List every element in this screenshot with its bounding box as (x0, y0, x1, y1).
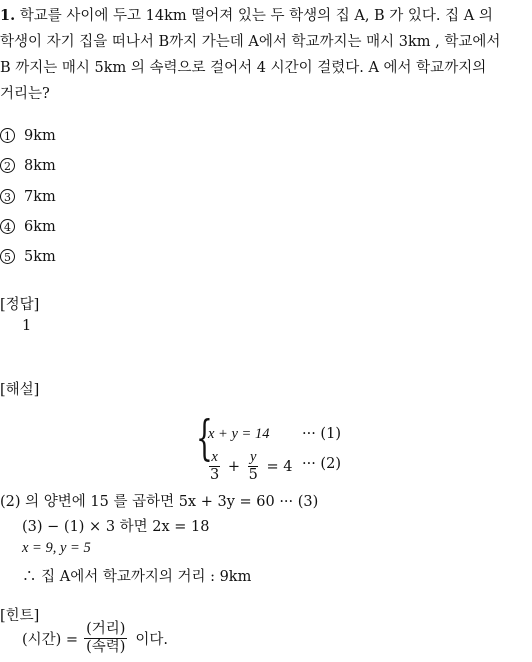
choice-5[interactable] (0, 249, 56, 265)
choice-3[interactable] (0, 189, 56, 205)
question-text-1: 학교를 사이에 두고 14km 떨어져 있는 두 학생의 집 A, B 가 있다. 집 A 의 (19, 8, 493, 24)
equation-2-rhs: = 4 (266, 458, 293, 475)
equation-2-tag: ··· (2) (302, 456, 341, 472)
answer-label: [정답] (0, 297, 40, 313)
choice-text: 5km (24, 249, 56, 265)
choice-4[interactable] (0, 219, 56, 235)
choice-text: 7km (24, 189, 56, 205)
plus-sign: + (227, 458, 240, 475)
question-line-1 (0, 4, 493, 25)
fraction-x-over-3 (208, 450, 221, 484)
choice-1[interactable] (0, 128, 56, 144)
hint-tail: 이다. (135, 632, 169, 649)
brace-symbol: { (196, 410, 213, 466)
answer-value: 1 (22, 318, 32, 334)
hint-lhs: (시간) = (22, 632, 79, 649)
fraction-denominator: 5 (248, 466, 258, 483)
choice-marker: 3 (0, 189, 15, 204)
choice-2[interactable] (0, 158, 56, 174)
choice-marker: 2 (0, 158, 15, 173)
explanation-step-2: (3) − (1) × 3 하면 2x = 18 (22, 519, 210, 535)
fraction-numerator: y (250, 449, 257, 465)
hint-denominator: (속력) (86, 638, 126, 655)
explanation-step-3 (22, 540, 91, 557)
choice-text: 8km (24, 158, 56, 174)
equation-1-tag: ··· (1) (302, 426, 341, 442)
fraction-y-over-5 (247, 450, 260, 484)
hint-label: [힌트] (0, 608, 40, 624)
fraction-numerator: x (211, 449, 218, 465)
equation-1-body: x + y = 14 (208, 426, 270, 442)
question-number: 1. (0, 7, 16, 24)
equation-2 (206, 450, 292, 484)
explanation-step-1: (2) 의 양변에 15 를 곱하면 5x + 3y = 60 ··· (3) (0, 494, 319, 510)
question-line-2: 학생이 자기 집을 떠나서 B까지 가는데 A에서 학교까지는 매시 3km , 학교에서 (0, 34, 501, 50)
hint-numerator: (거리) (86, 621, 126, 637)
equation-1 (208, 426, 269, 443)
fraction-denominator: 3 (210, 466, 220, 483)
hint-fraction (84, 622, 127, 656)
choice-marker: 4 (0, 219, 15, 234)
hint-formula (22, 622, 168, 656)
choice-text: 6km (24, 219, 56, 235)
choice-text: 9km (24, 128, 56, 144)
explanation-step-4: ∴ 집 A에서 학교까지의 거리 : 9km (22, 569, 252, 585)
choice-marker: 5 (0, 249, 15, 264)
choice-marker: 1 (0, 128, 15, 143)
solution-values: x = 9, y = 5 (22, 540, 91, 556)
explanation-label: [해설] (0, 382, 40, 398)
question-line-3: B 까지는 매시 5km 의 속력으로 걸어서 4 시간이 걸렸다. A 에서 학교까지의 (0, 60, 487, 76)
question-line-4: 거리는? (0, 86, 50, 102)
